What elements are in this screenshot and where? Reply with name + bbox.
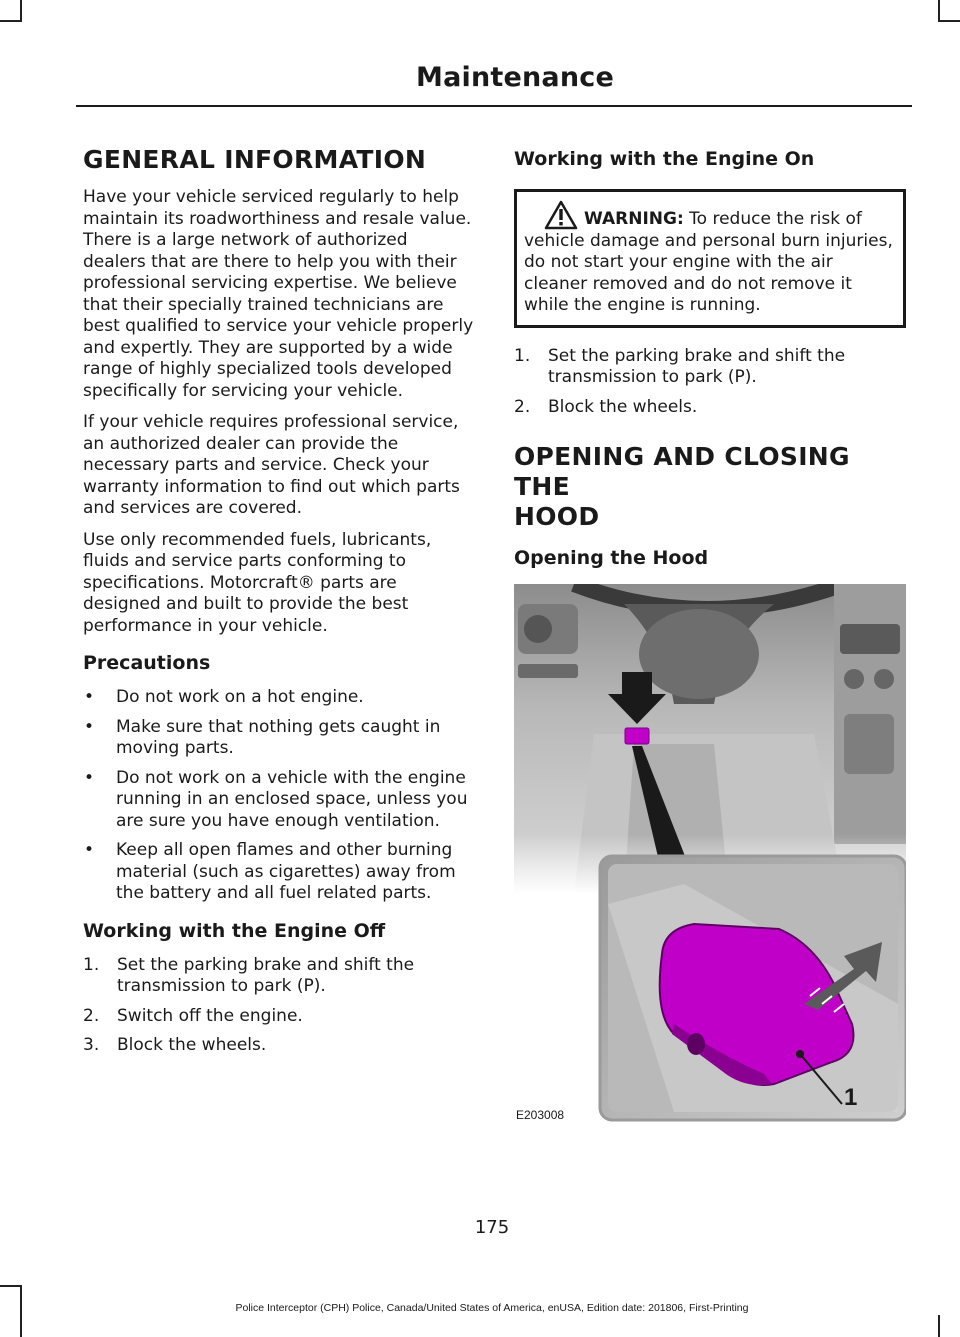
general-information-heading: GENERAL INFORMATION bbox=[83, 145, 427, 174]
warning-text: To reduce the risk of vehicle damage and personal burn injuries, do not start your engine with the air cleaner removed and do not remove it while the engine is running. bbox=[524, 209, 893, 315]
warning-box bbox=[514, 189, 906, 328]
callout-number: 1 bbox=[844, 1084, 858, 1111]
page-number: 175 bbox=[474, 1217, 510, 1238]
warning-triangle-icon bbox=[544, 200, 578, 230]
precautions-list bbox=[83, 687, 475, 905]
list-item bbox=[83, 1006, 475, 1028]
list-item bbox=[514, 346, 906, 389]
crop-mark-bottom-left-h bbox=[0, 1285, 22, 1287]
step-number: 3. bbox=[83, 1035, 100, 1055]
crop-mark-top-left-h bbox=[0, 20, 22, 22]
step-text: Set the parking brake and shift the transmission to park (P). bbox=[548, 345, 846, 387]
step-text: Block the wheels. bbox=[117, 1035, 267, 1055]
right-column bbox=[514, 145, 906, 1124]
hood-release-illustration bbox=[514, 584, 906, 1124]
step-text: Set the parking brake and shift the transmission to park (P). bbox=[117, 954, 415, 996]
hood-heading-line-2: HOOD bbox=[514, 502, 600, 531]
list-item bbox=[83, 1035, 475, 1057]
list-item: • Make sure that nothing gets caught in moving parts. bbox=[83, 717, 475, 760]
crop-mark-top-right-h bbox=[938, 20, 960, 22]
step-number: 2. bbox=[83, 1005, 100, 1026]
crop-mark-bottom-right-v bbox=[938, 1315, 940, 1337]
general-paragraph-2: If your vehicle requires professional service, an authorized dealer can provide the necessary parts and service. Check your warranty information to find out which parts and services are covered. bbox=[83, 412, 460, 518]
step-text: Switch off the engine. bbox=[117, 1005, 303, 1026]
engine-off-steps bbox=[83, 955, 475, 1057]
engine-on-heading: Working with the Engine On bbox=[514, 148, 815, 170]
left-column bbox=[83, 145, 475, 1067]
list-item: • Keep all open flames and other burning material (such as cigarettes) away from the battery and all fuel related parts. bbox=[83, 840, 475, 905]
warning-label: WARNING: bbox=[584, 209, 684, 229]
crop-mark-top-left-v bbox=[20, 0, 22, 22]
hood-release-figure bbox=[514, 584, 906, 1124]
step-number: 2. bbox=[514, 396, 531, 417]
step-text: Block the wheels. bbox=[548, 396, 698, 417]
hood-heading-line-1: OPENING AND CLOSING THE bbox=[514, 442, 850, 501]
crop-mark-top-right-v bbox=[938, 0, 940, 22]
list-item bbox=[514, 397, 906, 419]
list-item: • Do not work on a hot engine. bbox=[83, 687, 475, 709]
engine-off-heading: Working with the Engine Off bbox=[83, 919, 386, 942]
step-number: 1. bbox=[83, 954, 100, 975]
engine-on-steps bbox=[514, 346, 906, 419]
opening-hood-heading: Opening the Hood bbox=[514, 547, 709, 569]
list-item: • Do not work on a vehicle with the engine running in an enclosed space, unless you are sure you have enough ventilation. bbox=[83, 768, 475, 833]
list-item bbox=[83, 955, 475, 998]
page-footer: Police Interceptor (CPH) Police, Canada/United States of America, enUSA, Edition date: 201806, First-Printing bbox=[235, 1302, 749, 1314]
precautions-heading: Precautions bbox=[83, 652, 211, 674]
step-number: 1. bbox=[514, 345, 531, 366]
page-header-title: Maintenance bbox=[416, 62, 614, 93]
general-paragraph-1: Have your vehicle serviced regularly to help maintain its roadworthiness and resale value. There is a large network of authorized dealers that are there to help you with their professional servicing expertise. We believe that their specially trained technicians are best qualified to service your vehicle properly and expertly. They are supported by a wide range of highly specialized tools developed specifically for servicing your vehicle. bbox=[83, 187, 474, 401]
figure-code: E203008 bbox=[516, 1108, 565, 1122]
general-paragraph-3: Use only recommended fuels, lubricants, fluids and service parts conforming to specifications. Motorcraft® parts are designed and built to provide the best performance in your vehicle. bbox=[83, 529, 432, 636]
header-rule bbox=[76, 105, 912, 107]
